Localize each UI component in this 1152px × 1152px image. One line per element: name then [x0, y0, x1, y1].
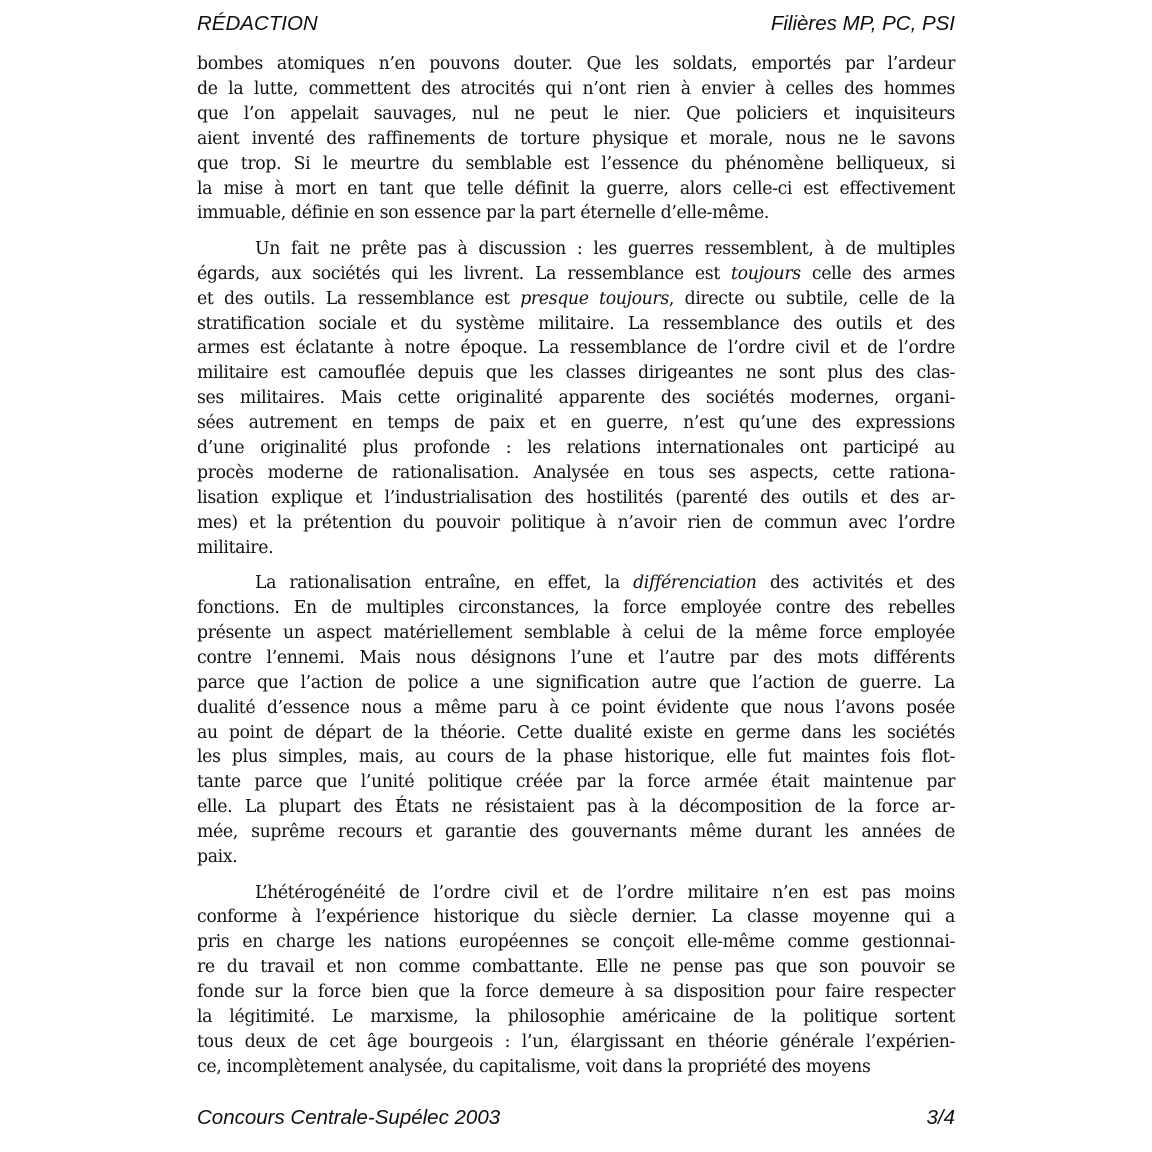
text-line: paix.	[197, 847, 238, 868]
text-line: mes) et la prétention du pouvoir politique à n’avoir rien de commun avec l’ordre	[197, 512, 955, 533]
paragraph	[197, 571, 955, 870]
paragraph	[197, 52, 955, 226]
text-line: présente un aspect matériellement semblable à celui de la même force employée	[197, 622, 955, 643]
text-line: que l’on appelait sauvages, nul ne peut le nier. Que policiers et inquisiteurs	[197, 103, 955, 124]
text-line: conforme à l’expérience historique du siècle dernier. La classe moyenne qui a	[197, 907, 955, 928]
text-line: la légitimité. Le marxisme, la philosophie américaine de la politique sortent	[197, 1007, 955, 1028]
text-line: immuable, définie en son essence par la part éternelle d’elle-même.	[197, 203, 770, 224]
text-line: stratification sociale et du système militaire. La ressemblance des outils et des	[197, 313, 955, 334]
text-line: fonde sur la force bien que la force demeure à sa disposition pour faire respecter	[197, 982, 955, 1003]
text-line: la mise à mort en tant que telle définit la guerre, alors celle-ci est effectivement	[197, 178, 955, 199]
text-line: au point de départ de la théorie. Cette dualité existe en germe dans les sociétés	[197, 722, 955, 743]
text-line: et des outils. La ressemblance est presque toujours, directe ou subtile, celle de la	[197, 288, 955, 309]
footer-exam-name: Concours Centrale-Supélec 2003	[197, 1106, 501, 1129]
text-line: Un fait ne prête pas à discussion : les guerres ressemblent, à de multiples	[255, 238, 955, 259]
text-line: parce que l’action de police a une signification autre que l’action de guerre. La	[197, 672, 955, 693]
text-line: lisation explique et l’industrialisation des hostilités (parenté des outils et des ar-	[197, 487, 955, 508]
body-text	[197, 52, 955, 1090]
paragraph	[197, 237, 955, 561]
text-line: d’une originalité plus profonde : les relations internationales ont participé au	[197, 438, 955, 459]
text-line: militaire est camouflée depuis que les classes dirigeantes ne sont plus des clas-	[197, 363, 955, 384]
page-footer	[197, 1106, 955, 1130]
text-line: armes est éclatante à notre époque. La ressemblance de l’ordre civil et de l’ordre	[197, 338, 955, 359]
text-line: elle. La plupart des États ne résistaient pas à la décomposition de la force ar-	[197, 797, 955, 818]
text-line: L’hétérogénéité de l’ordre civil et de l’ordre militaire n’en est pas moins	[255, 882, 955, 903]
text-line: mée, suprême recours et garantie des gouvernants même durant les années de	[197, 822, 955, 843]
header-track-label: Filières MP, PC, PSI	[770, 12, 955, 35]
page-header	[197, 12, 955, 36]
footer-page-number: 3/4	[926, 1106, 955, 1129]
text-line: tante parce que l’unité politique créée par la force armée était maintenue par	[197, 772, 955, 793]
text-line: pris en charge les nations européennes se conçoit elle-même comme gestionnai-	[197, 932, 955, 953]
text-line: égards, aux sociétés qui les livrent. La ressemblance est toujours celle des armes	[197, 263, 955, 284]
text-line: militaire.	[197, 537, 274, 558]
text-line: contre l’ennemi. Mais nous désignons l’une et l’autre par des mots différents	[197, 647, 955, 668]
text-line: sées autrement en temps de paix et en guerre, n’est qu’une des expressions	[197, 413, 955, 434]
text-line: que trop. Si le meurtre du semblable est l’essence du phénomène belliqueux, si	[197, 153, 955, 174]
text-line: aient inventé des raffinements de torture physique et morale, nous ne le savons	[197, 128, 955, 149]
text-line: bombes atomiques n’en pouvons douter. Que les soldats, emportés par l’ardeur	[197, 54, 955, 74]
header-section-title: RÉDACTION	[197, 12, 318, 35]
text-line: La rationalisation entraîne, en effet, la différenciation des activités et des	[255, 573, 955, 594]
text-line: dualité d’essence nous a même paru à ce point évidente que nous l’avons posée	[197, 697, 955, 718]
text-line: re du travail et non comme combattante. Elle ne pense pas que son pouvoir se	[197, 957, 955, 978]
paragraph	[197, 881, 955, 1080]
text-line: fonctions. En de multiples circonstances, la force employée contre des rebelles	[197, 598, 955, 619]
text-line: procès moderne de rationalisation. Analysée en tous ses aspects, cette rationa-	[197, 463, 955, 483]
text-line: ses militaires. Mais cette originalité apparente des sociétés modernes, organi-	[197, 388, 955, 409]
text-line: ce, incomplètement analysée, du capitalisme, voit dans la propriété des moyens	[197, 1056, 871, 1077]
text-line: les plus simples, mais, au cours de la phase historique, elle fut maintes fois flot-	[197, 747, 955, 768]
text-line: tous deux de cet âge bourgeois : l’un, élargissant en théorie générale l’expérien-	[197, 1031, 955, 1052]
text-line: de la lutte, commettent des atrocités qui n’ont rien à envier à celles des hommes	[197, 78, 955, 99]
